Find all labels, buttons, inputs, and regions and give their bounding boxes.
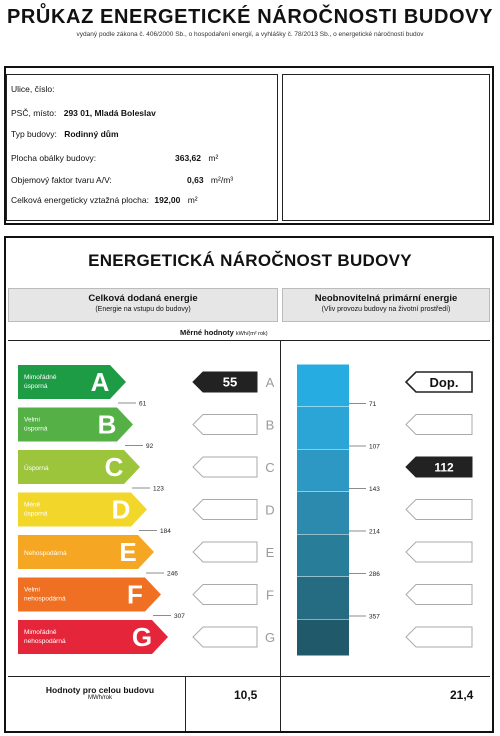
class-letter-A: A (90, 367, 110, 397)
primary-threshold-286: 286 (369, 571, 380, 578)
primary-energy-value: 112 (434, 460, 454, 475)
totals-unit: MWh/rok (88, 695, 112, 701)
delivered-energy-title: Celková dodaná energie (88, 293, 198, 304)
delivered-threshold-123: 123 (153, 485, 164, 493)
primary-energy-empty-slot (406, 585, 472, 605)
psc-value: 293 01, Mladá Boleslav (63, 108, 156, 118)
primary-class-block-D (297, 492, 349, 534)
building-type-label: Typ budovy: (11, 129, 57, 139)
delivered-class-letter-E: E (265, 545, 275, 560)
class-name-G: Mimořádně (24, 629, 57, 636)
delivered-energy-subtitle: (Energie na vstupu do budovy) (95, 306, 191, 313)
delivered-energy-empty-slot (193, 415, 257, 435)
class-name-F: nehospodárná (24, 595, 66, 603)
class-name-A: Mimořádně (24, 374, 57, 381)
specific-values-text: Měrné hodnoty (180, 328, 234, 337)
class-name-B: Velmi (24, 416, 40, 424)
delivered-energy-empty-slot (193, 500, 257, 520)
delivered-energy-empty-slot (193, 457, 257, 477)
totals-label-block (20, 685, 180, 701)
primary-energy-subtitle: (Vliv provozu budovy na životní prostředí) (321, 306, 451, 313)
primary-class-block-B (297, 407, 349, 449)
delivered-class-letter-B: B (265, 417, 275, 433)
primary-threshold-214: 214 (369, 528, 380, 536)
building-type-value: Rodinný dům (64, 129, 119, 139)
delivered-energy-total: 10,5 (234, 688, 258, 702)
class-name-A: úsporná (24, 383, 48, 390)
shape-factor-value: 0,63 (187, 175, 204, 185)
primary-energy-empty-slot (406, 542, 472, 562)
class-name-D: Méně (24, 501, 41, 509)
primary-energy-scale (297, 365, 472, 656)
class-name-C: Úsporná (24, 465, 49, 472)
primary-energy-empty-slot (406, 500, 472, 520)
delivered-energy-scale (18, 365, 275, 654)
primary-class-block-C (297, 450, 349, 492)
delivered-class-letter-F: F (266, 587, 274, 603)
class-name-E: Nehospodárná (24, 550, 67, 557)
delivered-class-letter-C: C (265, 460, 275, 475)
document-subtitle: vydaný podle zákona č. 406/2000 Sb., o hospodaření energií, a vyhlášky č. 78/2013 Sb., o energetické náročnosti budov (76, 31, 424, 38)
delivered-threshold-246: 246 (167, 570, 178, 578)
primary-class-block-A (297, 365, 349, 407)
primary-threshold-357: 357 (369, 613, 380, 621)
floor-area-value: 192,00 (154, 195, 181, 205)
delivered-energy-value: 55 (222, 374, 238, 390)
totals-label: Hodnoty pro celou budovu (45, 685, 155, 695)
primary-threshold-143: 143 (369, 486, 380, 493)
delivered-threshold-61: 61 (139, 400, 147, 408)
delivered-energy-empty-slot (193, 585, 257, 605)
class-name-B: úsporná (24, 425, 48, 433)
primary-energy-empty-slot (406, 627, 472, 647)
envelope-area-value: 363,62 (175, 153, 201, 163)
envelope-area-label: Plocha obálky budovy: (11, 153, 97, 163)
shape-factor-label: Objemový faktor tvaru A/V: (11, 175, 112, 185)
class-name-F: Velmi (24, 586, 40, 594)
psc-label: PSČ, místo: (11, 108, 57, 118)
primary-energy-title: Neobnovitelná primární energie (314, 293, 458, 304)
class-name-G: nehospodárná (24, 638, 66, 645)
delivered-threshold-184: 184 (160, 528, 171, 535)
class-name-D: úsporná (24, 510, 48, 518)
delivered-energy-empty-slot (193, 627, 257, 647)
class-letter-B: B (97, 409, 117, 440)
primary-energy-empty-slot (406, 415, 472, 435)
primary-class-block-G (297, 620, 349, 656)
delivered-threshold-92: 92 (146, 443, 154, 450)
primary-threshold-71: 71 (369, 401, 377, 408)
class-letter-G: G (131, 622, 153, 652)
primary-class-block-E (297, 535, 349, 577)
delivered-class-letter-G: G (264, 630, 276, 645)
delivered-class-letter-A: A (265, 375, 275, 390)
primary-energy-total: 21,4 (450, 688, 474, 702)
delivered-threshold-307: 307 (174, 613, 185, 620)
primary-class-block-F (297, 577, 349, 619)
delivered-energy-empty-slot (193, 542, 257, 562)
class-letter-F: F (127, 579, 143, 610)
energy-rating-heading: ENERGETICKÁ NÁROČNOST BUDOVY (88, 251, 412, 270)
delivered-class-letter-D: D (265, 502, 275, 518)
class-arrow-A (18, 365, 126, 399)
street-label: Ulice, číslo: (11, 84, 55, 94)
primary-threshold-107: 107 (369, 443, 380, 451)
envelope-area-unit: m² (208, 153, 219, 163)
document-title: PRŮKAZ ENERGETICKÉ NÁROČNOSTI BUDOVY (6, 6, 494, 28)
class-letter-E: E (119, 537, 137, 567)
class-letter-D: D (111, 494, 131, 525)
floor-area-label: Celková energeticky vztažná plocha: (11, 195, 149, 205)
specific-values-unit: kWh/(m² rok) (235, 331, 268, 337)
class-letter-C: C (104, 452, 124, 482)
recommended-class-label: Dop. (429, 375, 459, 390)
shape-factor-unit: m²/m³ (210, 175, 234, 185)
floor-area-unit: m² (187, 195, 198, 205)
